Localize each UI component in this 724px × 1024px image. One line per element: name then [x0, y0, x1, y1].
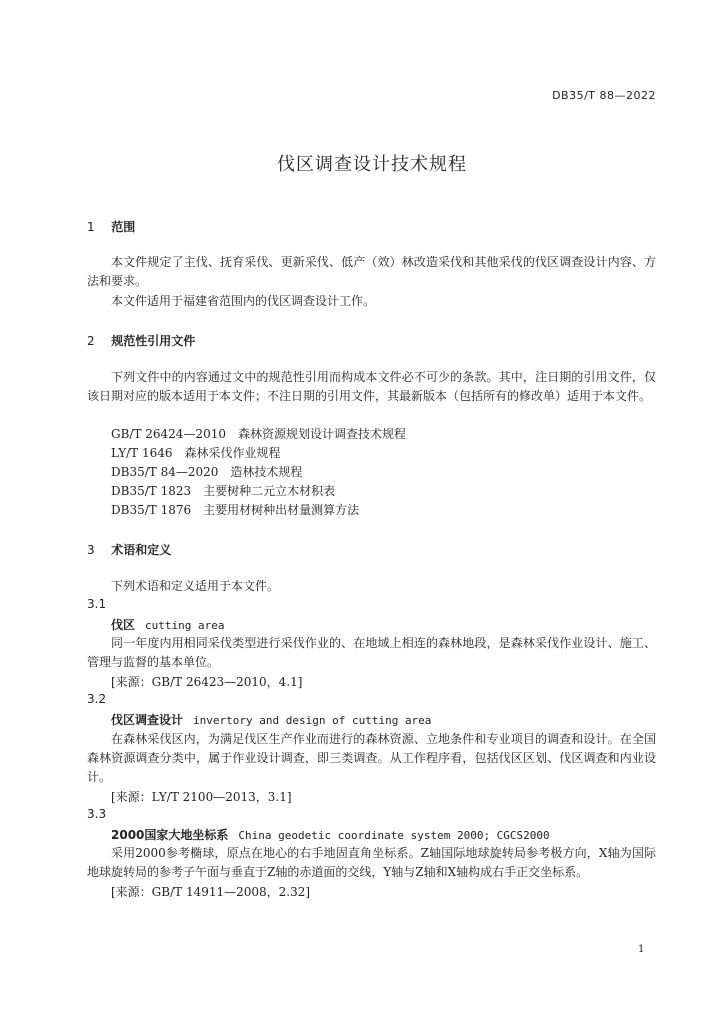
- term-definition: 在森林采伐区内，为满足伐区生产作业而进行的森林资源、立地条件和专业项目的调查和设计。在全国森林资源调查分类中，属于作业设计调查，即三类调查。从工作程序看，包括伐区区划、伐区调查和内业设计。: [87, 732, 656, 784]
- term-source: [来源：GB/T 26423—2010，4.1]: [111, 675, 303, 689]
- term-number: 3.2: [87, 692, 107, 706]
- section-number: 1: [87, 220, 95, 234]
- term-name: [111, 616, 225, 633]
- page-number: 1: [638, 944, 645, 955]
- section-1-heading: [87, 218, 135, 235]
- term-name-zh: 伐区: [111, 618, 136, 632]
- section-number: 2: [87, 334, 95, 348]
- scope-paragraph-1: 本文件规定了主伐、抚育采伐、更新采伐、低产（效）林改造采伐和其他采伐的伐区调查设计内容、方法和要求。: [87, 255, 656, 288]
- term-source: [来源：GB/T 14911—2008，2.32]: [111, 885, 311, 899]
- section-2-heading: [87, 332, 195, 349]
- term-number: 3.3: [87, 807, 107, 821]
- reference-item: DB35/T 1876 主要用材树种出材量测算方法: [111, 503, 360, 517]
- standard-number: DB35/T 88—2022: [552, 89, 656, 102]
- section-title: 术语和定义: [111, 543, 172, 557]
- term-name: [111, 711, 431, 728]
- term-name-en: invertory and design of cutting area: [193, 714, 432, 727]
- reference-item: GB/T 26424—2010 森林资源规划设计调查技术规程: [111, 427, 406, 441]
- scope-paragraph-2: 本文件适用于福建省范围内的伐区调查设计工作。: [111, 294, 376, 308]
- reference-item: DB35/T 1823 主要树种二元立木材积表: [111, 484, 336, 498]
- section-title: 规范性引用文件: [111, 334, 196, 348]
- reference-item: LY/T 1646 森林采伐作业规程: [111, 446, 281, 460]
- term-definition: 同一年度内用相同采伐类型进行采伐作业的、在地域上相连的森林地段，是森林采伐作业设计、施工、管理与监督的基本单位。: [87, 636, 656, 669]
- term-number: 3.1: [87, 597, 107, 611]
- term-name-en: cutting area: [145, 619, 225, 632]
- term-definition: 采用2000参考椭球，原点在地心的右手地固直角坐标系。Z轴国际地球旋转局参考极方向，X轴为国际地球旋转局的参考子午面与垂直于Z轴的赤道面的交线，Y轴与Z轴和X轴构成右手正交坐标系。: [87, 846, 656, 879]
- section-3-heading: [87, 541, 171, 558]
- section-title: 范围: [111, 220, 136, 234]
- term-source: [来源：LY/T 2100—2013，3.1]: [111, 790, 292, 804]
- terms-intro: 下列术语和定义适用于本文件。: [111, 579, 280, 593]
- document-title: 伐区调查设计技术规程: [277, 154, 467, 175]
- term-name-en: China geodetic coordinate system 2000; CGCS2000: [238, 829, 550, 842]
- term-name-zh: 2000国家大地坐标系: [111, 828, 229, 842]
- term-name-zh: 伐区调查设计: [111, 713, 184, 727]
- normative-references-intro: 下列文件中的内容通过文中的规范性引用而构成本文件必不可少的条款。其中，注日期的引用文件，仅该日期对应的版本适用于本文件；不注日期的引用文件，其最新版本（包括所有的修改单）适用于本文件。: [87, 370, 656, 403]
- reference-item: DB35/T 84—2020 造林技术规程: [111, 465, 303, 479]
- section-number: 3: [87, 543, 95, 557]
- term-name: [111, 826, 550, 843]
